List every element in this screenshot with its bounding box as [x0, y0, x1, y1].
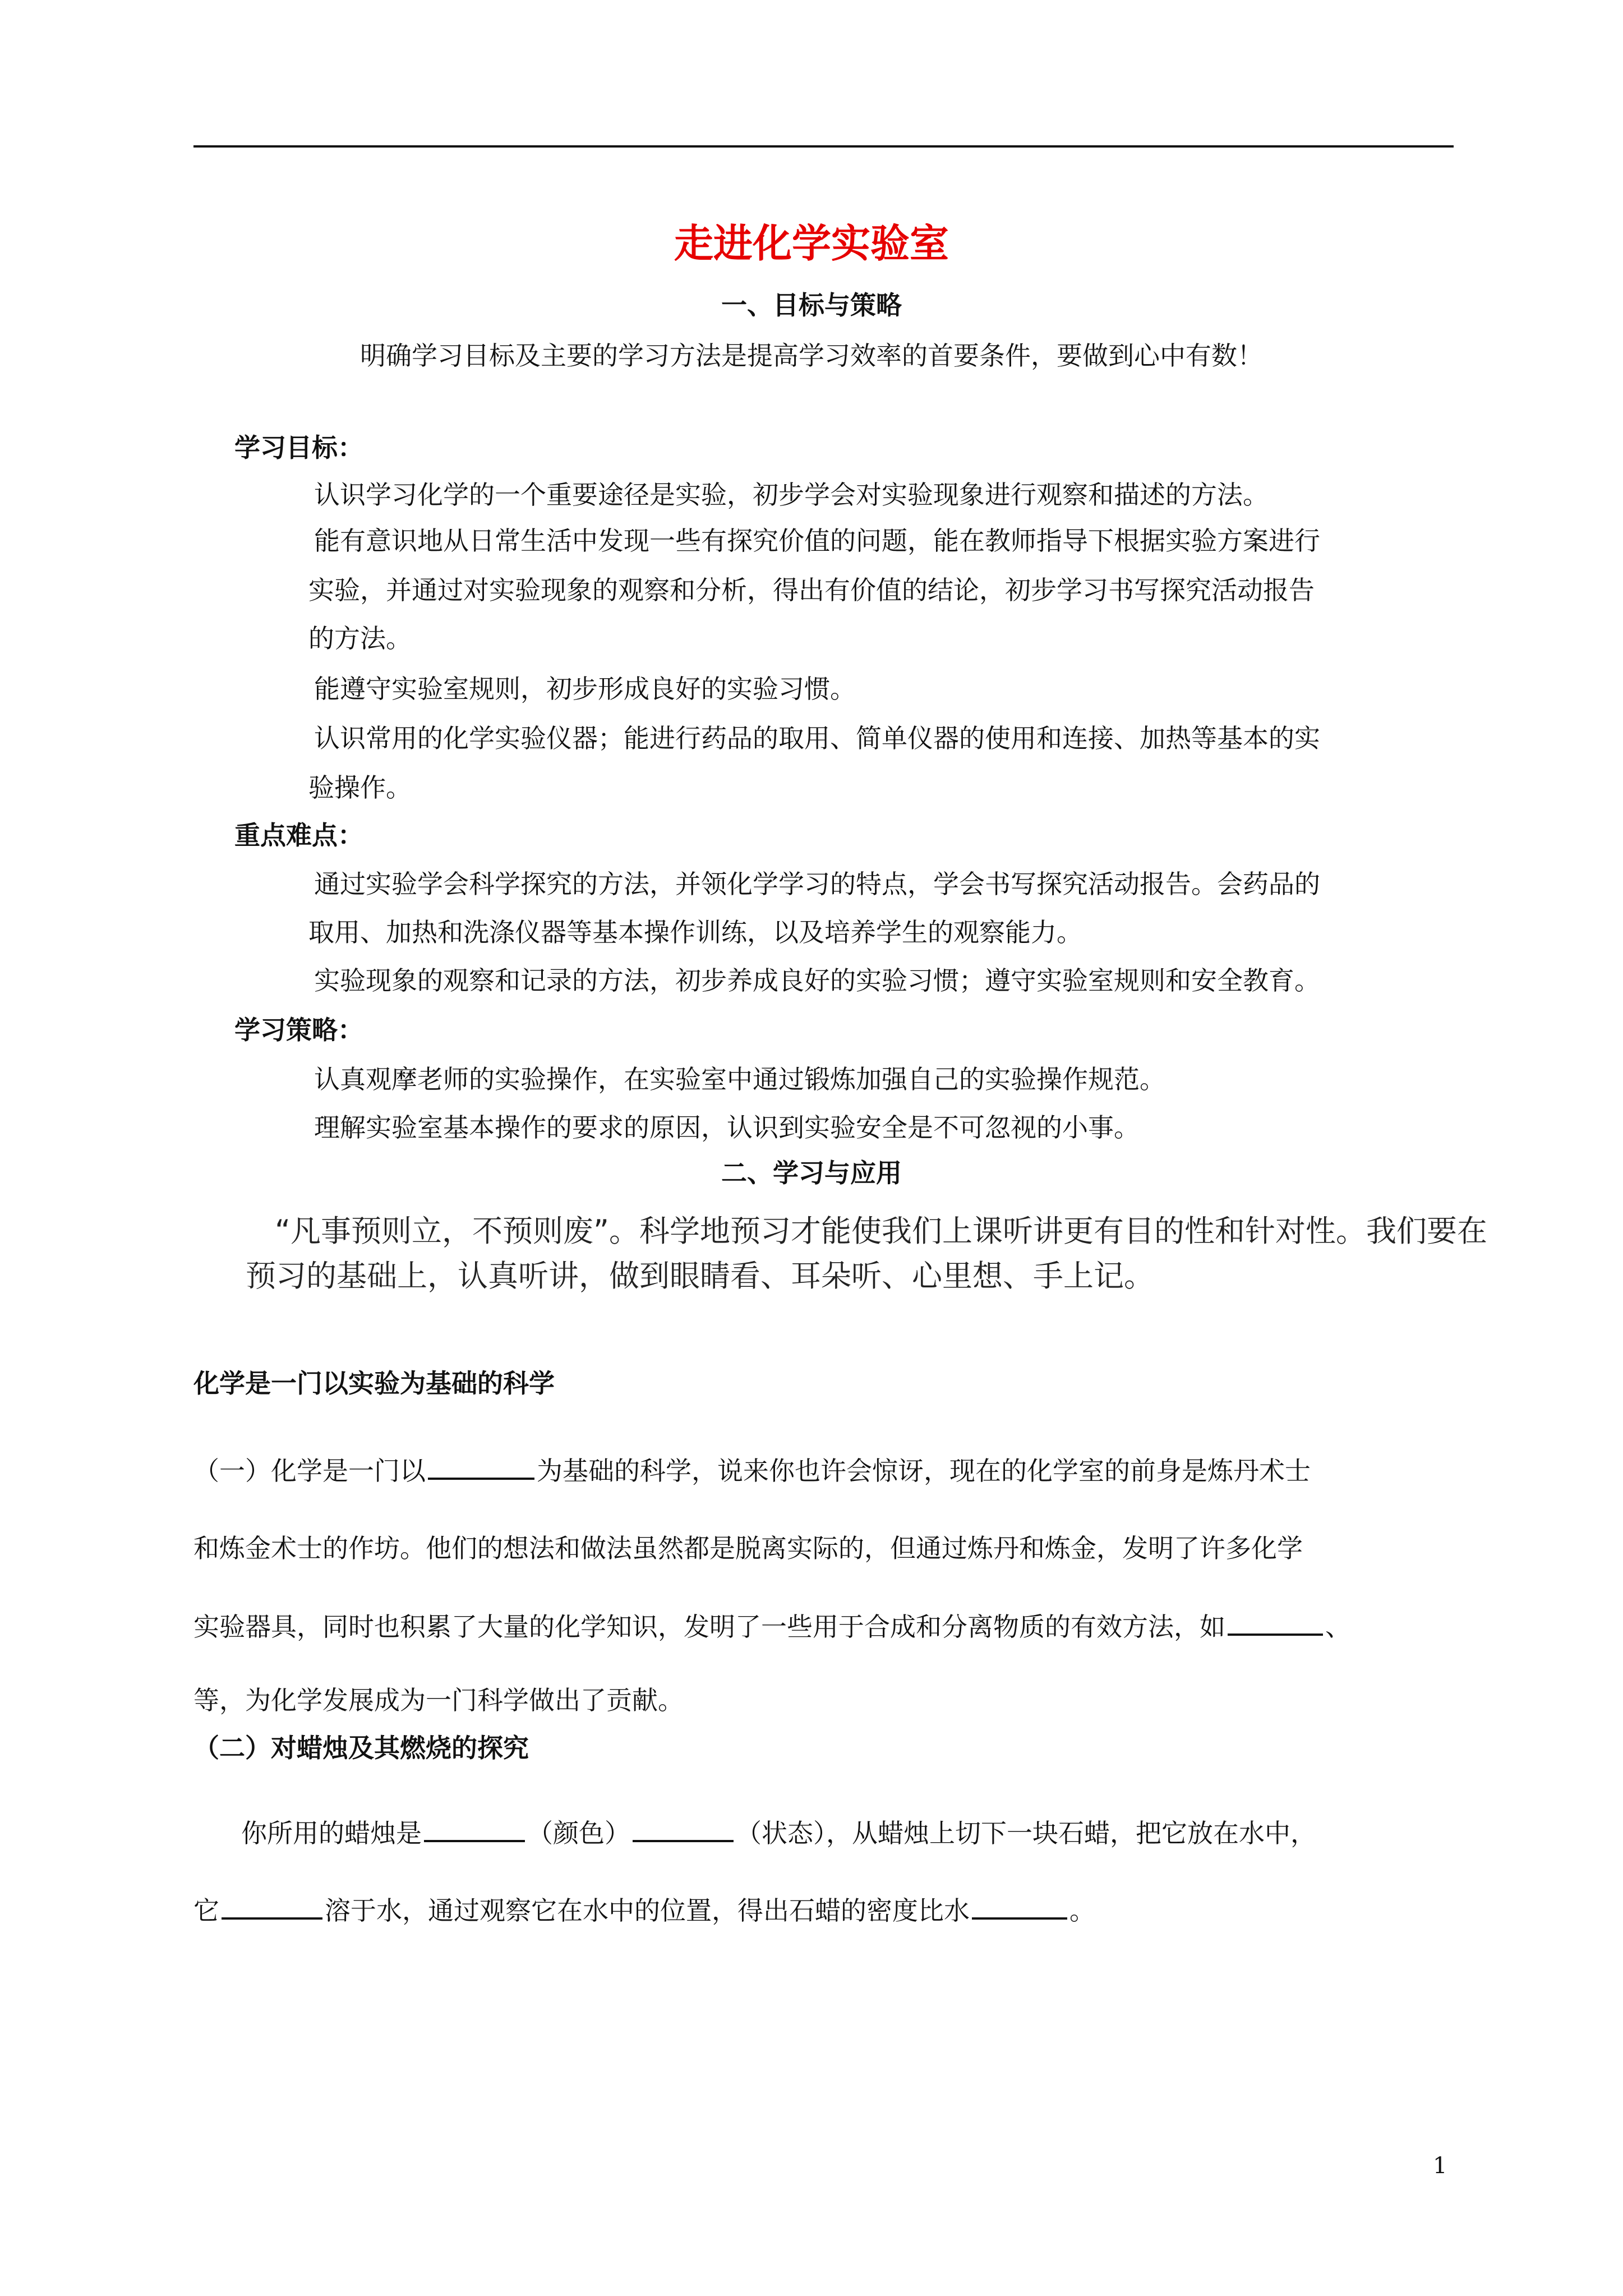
- text-run: 它: [193, 1895, 219, 1926]
- section-1-heading: 一、目标与策略: [721, 290, 902, 320]
- text-run: 为基础的科学，说来你也许会惊讶，现在的化学室的前身是炼丹术士: [537, 1456, 1311, 1486]
- goal-line: 的方法。: [308, 623, 412, 654]
- key-point-line: 实验现象的观察和记录的方法，初步养成良好的实验习惯；遵守实验室规则和安全教育。: [314, 965, 1320, 996]
- paragraph-line: [241, 1813, 1316, 1850]
- answer-blank[interactable]: [222, 1895, 322, 1920]
- text-run: 实验器具，同时也积累了大量的化学知识，发明了一些用于合成和分离物质的有效方法，如: [193, 1612, 1225, 1642]
- answer-blank[interactable]: [1228, 1611, 1323, 1636]
- answer-blank[interactable]: [424, 1818, 525, 1842]
- strategy-heading: 学习策略：: [234, 1015, 363, 1045]
- quote-line: “凡事预则立，不预则废”。科学地预习才能使我们上课听讲更有目的性和针对性。我们要在: [275, 1213, 1487, 1249]
- strategy-line: 理解实验室基本操作的要求的原因，认识到实验安全是不可忽视的小事。: [314, 1112, 1140, 1143]
- subsection-heading: （二）对蜡烛及其燃烧的探究: [193, 1733, 529, 1763]
- page-number: 1: [1433, 2153, 1447, 2179]
- key-point-line: 取用、加热和洗涤仪器等基本操作训练，以及培养学生的观察能力。: [308, 917, 1082, 947]
- goal-line: 验操作。: [308, 772, 412, 803]
- goals-heading: 学习目标：: [234, 432, 363, 463]
- goal-line: 认识常用的化学实验仪器；能进行药品的取用、简单仪器的使用和连接、加热等基本的实: [314, 723, 1320, 753]
- page-title: 走进化学实验室: [674, 220, 949, 266]
- text-run: 溶于水，通过观察它在水中的位置，得出石蜡的密度比水: [325, 1895, 970, 1926]
- goal-line: 认识学习化学的一个重要途径是实验，初步学会对实验现象进行观察和描述的方法。: [314, 480, 1269, 510]
- text-run: 你所用的蜡烛是: [241, 1818, 422, 1848]
- answer-blank[interactable]: [972, 1895, 1067, 1920]
- topic-heading: 化学是一门以实验为基础的科学: [193, 1368, 555, 1398]
- paragraph-line: 和炼金术士的作坊。他们的想法和做法虽然都是脱离实际的，但通过炼丹和炼金，发明了许多化学: [193, 1533, 1303, 1563]
- goal-line: 实验，并通过对实验现象的观察和分析，得出有价值的结论，初步学习书写探究活动报告: [308, 575, 1315, 605]
- goal-line: 能遵守实验室规则，初步形成良好的实验习惯。: [314, 674, 856, 704]
- paragraph-line: [193, 1451, 1311, 1488]
- section-1-intro: 明确学习目标及主要的学习方法是提高学习效率的首要条件，要做到心中有数！: [360, 341, 1263, 371]
- key-point-line: 通过实验学会科学探究的方法，并领化学学习的特点，学会书写探究活动报告。会药品的: [314, 869, 1320, 899]
- answer-blank[interactable]: [633, 1818, 734, 1842]
- quote-line: 预习的基础上，认真听讲，做到眼睛看、耳朵听、心里想、手上记。: [246, 1258, 1154, 1294]
- header-rule: [193, 145, 1454, 148]
- goal-line: 能有意识地从日常生活中发现一些有探究价值的问题，能在教师指导下根据实验方案进行: [314, 526, 1320, 556]
- paragraph-line: [193, 1607, 1351, 1644]
- text-run: （颜色）: [527, 1818, 630, 1848]
- section-2-heading: 二、学习与应用: [721, 1158, 902, 1188]
- text-run: （状态），从蜡烛上切下一块石蜡，把它放在水中，: [736, 1818, 1316, 1848]
- paragraph-line: 等，为化学发展成为一门科学做出了贡献。: [193, 1685, 684, 1715]
- paragraph-line: [193, 1890, 1095, 1927]
- strategy-line: 认真观摩老师的实验操作，在实验室中通过锻炼加强自己的实验操作规范。: [314, 1064, 1165, 1094]
- text-run: 、: [1325, 1612, 1351, 1642]
- key-points-heading: 重点难点：: [234, 820, 363, 850]
- text-run: 。: [1069, 1895, 1095, 1926]
- answer-blank[interactable]: [428, 1455, 534, 1480]
- text-run: （一）化学是一门以: [193, 1456, 426, 1486]
